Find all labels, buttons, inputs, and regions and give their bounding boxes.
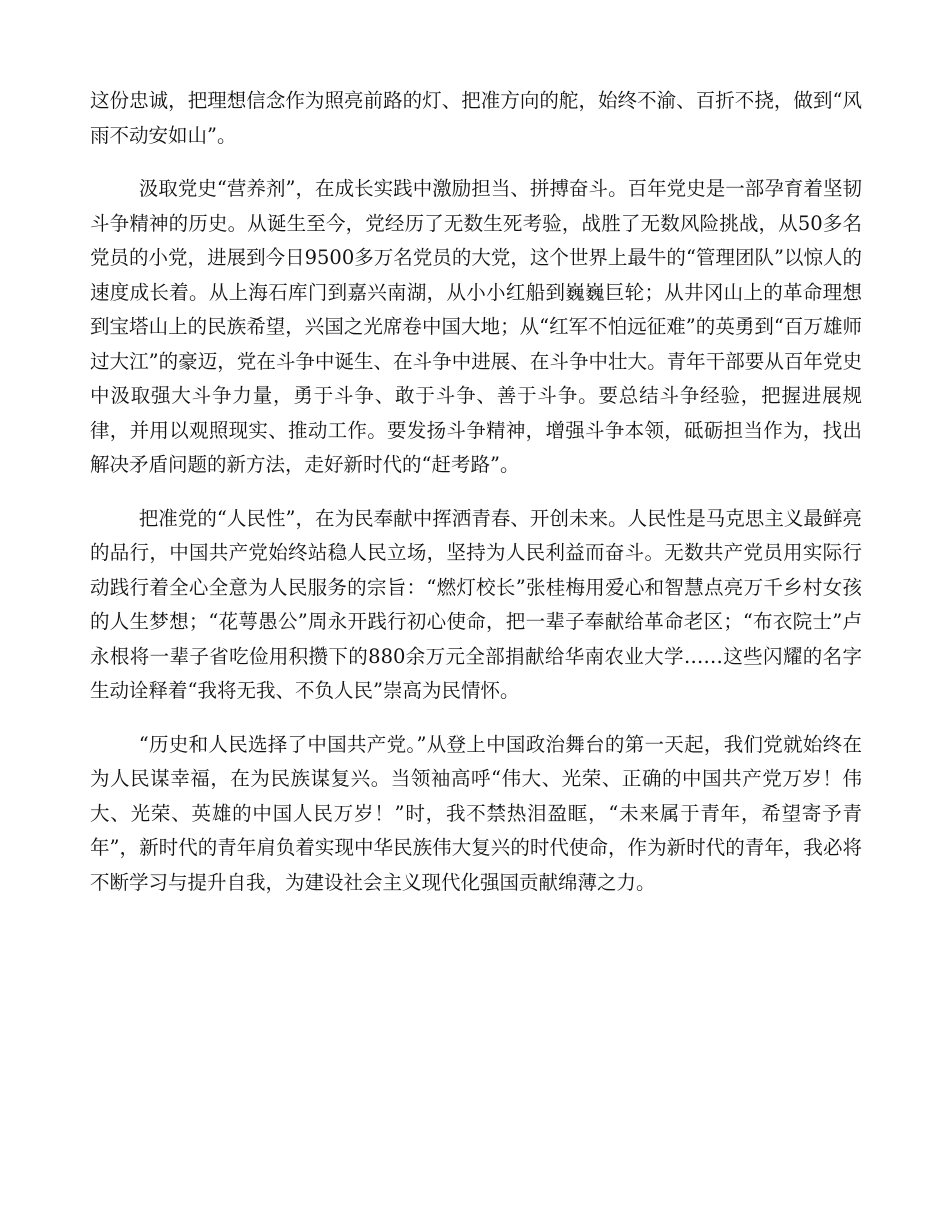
paragraph-3: 把准党的“人民性”，在为民奉献中挥洒青春、开创未来。人民性是马克思主义最鲜亮的品行，中国共产党始终站稳人民立场，坚持为人民利益而奋斗。无数共产党员用实际行动践行着全心全意为人民服务的宗旨：“燃灯校长”张桂梅用爱心和智慧点亮万千乡村女孩的人生梦想；“花萼愚公”周永开践行初心使命，把一辈子奉献给革命老区；“布衣院士”卢永根将一辈子省吃俭用积攒下的880余万元全部捐献给华南农业大学……这些闪耀的名字生动诠释着“我将无我、不负人民”崇高为民情怀。	[90, 506, 862, 702]
paragraph-1: 这份忠诚，把理想信念作为照亮前路的灯、把准方向的舵，始终不渝、百折不挠，做到“风雨不动安如山”。	[90, 89, 862, 147]
body-text	[90, 84, 862, 919]
paragraph-4: “历史和人民选择了中国共产党。”从登上中国政治舞台的第一天起，我们党就始终在为人民谋幸福，在为民族谋复兴。当领袖高呼“伟大、光荣、正确的中国共产党万岁！伟大、光荣、英雄的中国人民万岁！”时，我不禁热泪盈眶，“未来属于青年，希望寄予青年”，新时代的青年肩负着实现中华民族伟大复兴的时代使命，作为新时代的青年，我必将不断学习与提升自我，为建设社会主义现代化强国贡献绵薄之力。	[90, 732, 862, 894]
paragraph-2: 汲取党史“营养剂”，在成长实践中激励担当、拼搏奋斗。百年党史是一部孕育着坚韧斗争精神的历史。从诞生至今，党经历了无数生死考验，战胜了无数风险挑战，从50多名党员的小党，进展到今日9500多万名党员的大党，这个世界上最牛的“管理团队”以惊人的速度成长着。从上海石库门到嘉兴南湖，从小小红船到巍巍巨轮；从井冈山上的革命理想到宝塔山上的民族希望，兴国之光席卷中国大地；从“红军不怕远征难”的英勇到“百万雄师过大江”的豪迈，党在斗争中诞生、在斗争中进展、在斗争中壮大。青年干部要从百年党史中汲取强大斗争力量，勇于斗争、敢于斗争、善于斗争。要总结斗争经验，把握进展规律，并用以观照现实、推动工作。要发扬斗争精神，增强斗争本领，砥砺担当作为，找出解决矛盾问题的新方法，走好新时代的“赶考路”。	[90, 177, 862, 476]
